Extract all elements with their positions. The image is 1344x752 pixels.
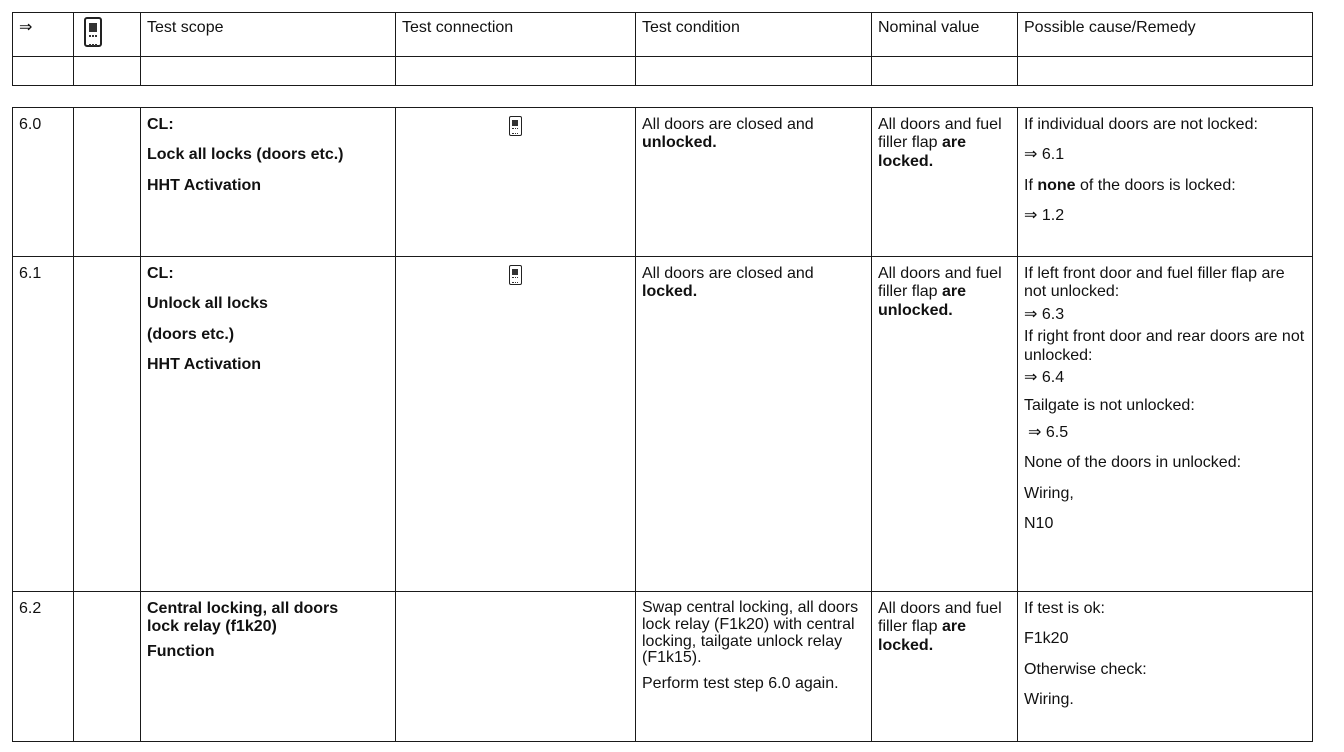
test-scope bbox=[141, 108, 396, 257]
remedy-emphasis: none bbox=[1037, 176, 1076, 194]
nominal-are: are bbox=[942, 134, 967, 152]
header-blank bbox=[141, 57, 396, 86]
remedy-link: ⇒ 6.3 bbox=[1024, 305, 1065, 323]
nominal-are: are bbox=[942, 618, 967, 636]
tester-device-icon bbox=[509, 265, 522, 285]
step-number: 6.1 bbox=[13, 257, 74, 592]
remedy-text: of the doors is locked: bbox=[1080, 176, 1236, 194]
header-tester-icon-cell bbox=[74, 13, 141, 57]
scope-line: HHT Activation bbox=[147, 356, 262, 374]
header-table bbox=[12, 12, 1313, 86]
header-test-condition: Test condition bbox=[636, 13, 872, 57]
remedy-link: ⇒ 6.4 bbox=[1024, 368, 1065, 386]
header-blank bbox=[13, 57, 74, 86]
remedy-line: If individual doors are not locked: bbox=[1024, 116, 1258, 133]
blank-cell bbox=[74, 257, 141, 592]
possible-cause bbox=[1018, 108, 1313, 257]
table-row bbox=[13, 108, 1313, 257]
header-blank bbox=[1018, 57, 1313, 86]
test-condition bbox=[636, 592, 872, 742]
remedy-line: N10 bbox=[1024, 514, 1054, 532]
header-blank bbox=[396, 57, 636, 86]
remedy-line bbox=[1024, 177, 1306, 195]
remedy-line: Wiring. bbox=[1024, 691, 1074, 709]
scope-line: CL: bbox=[147, 116, 174, 133]
nominal-state: locked. bbox=[878, 152, 934, 170]
remedy-text: If bbox=[1024, 176, 1033, 194]
condition-text: All doors are closed and bbox=[642, 116, 814, 133]
table-row bbox=[13, 592, 1313, 742]
header-blank bbox=[636, 57, 872, 86]
remedy-line: Otherwise check: bbox=[1024, 660, 1147, 678]
remedy-line: If right front door and rear doors are not unlocked: bbox=[1024, 328, 1305, 364]
test-connection bbox=[396, 257, 636, 592]
remedy-link: ⇒ 1.2 bbox=[1024, 207, 1065, 225]
remedy-line: F1k20 bbox=[1024, 630, 1069, 648]
nominal-are: are bbox=[942, 283, 967, 301]
nominal-value bbox=[872, 108, 1018, 257]
nominal-text: All doors and fuel filler flap bbox=[878, 116, 1002, 152]
remedy-line: Tailgate is not unlocked: bbox=[1024, 397, 1195, 415]
condition-text: Swap central locking, all doors lock relay (F1k20) with central locking, tailgate unlock relay (F1k15). bbox=[642, 599, 859, 667]
header-blank bbox=[872, 57, 1018, 86]
test-condition bbox=[636, 257, 872, 592]
nominal-text: All doors and fuel filler flap bbox=[878, 265, 1002, 301]
scope-line: CL: bbox=[147, 265, 174, 282]
remedy-line: Wiring, bbox=[1024, 484, 1074, 502]
blank-cell bbox=[74, 592, 141, 742]
test-condition bbox=[636, 108, 872, 257]
header-test-connection: Test connection bbox=[396, 13, 636, 57]
nominal-text: All doors and fuel filler flap bbox=[878, 600, 1002, 636]
step-number: 6.2 bbox=[13, 592, 74, 742]
nominal-state: unlocked. bbox=[878, 301, 953, 319]
nominal-value bbox=[872, 592, 1018, 742]
scope-line: Central locking, all doors lock relay (f1k20) bbox=[147, 600, 339, 636]
possible-cause bbox=[1018, 592, 1313, 742]
blank-cell bbox=[74, 108, 141, 257]
scope-line: Lock all locks (doors etc.) bbox=[147, 146, 344, 164]
step-number: 6.0 bbox=[13, 108, 74, 257]
header-blank bbox=[74, 57, 141, 86]
test-connection bbox=[396, 592, 636, 742]
test-scope bbox=[141, 592, 396, 742]
test-scope bbox=[141, 257, 396, 592]
header-possible-cause: Possible cause/Remedy bbox=[1018, 13, 1313, 57]
test-connection bbox=[396, 108, 636, 257]
possible-cause bbox=[1018, 257, 1313, 592]
condition-text: All doors are closed and bbox=[642, 265, 814, 282]
nominal-state: locked. bbox=[878, 636, 934, 654]
header-nominal-value: Nominal value bbox=[872, 13, 1018, 57]
test-steps-table bbox=[12, 107, 1313, 742]
scope-line: Function bbox=[147, 642, 215, 660]
condition-text: Perform test step 6.0 again. bbox=[642, 675, 839, 693]
condition-state: unlocked. bbox=[642, 134, 717, 152]
header-test-scope: Test scope bbox=[141, 13, 396, 57]
remedy-line: If left front door and fuel filler flap are not unlocked: bbox=[1024, 265, 1285, 301]
header-arrow: ⇒ bbox=[13, 13, 74, 57]
remedy-link: ⇒ 6.5 bbox=[1028, 423, 1069, 441]
scope-line: (doors etc.) bbox=[147, 325, 235, 343]
remedy-link: ⇒ 6.1 bbox=[1024, 146, 1065, 164]
scope-line: HHT Activation bbox=[147, 176, 262, 194]
condition-state: locked. bbox=[642, 283, 698, 301]
tester-device-icon bbox=[84, 17, 102, 47]
nominal-value bbox=[872, 257, 1018, 592]
remedy-line: None of the doors in unlocked: bbox=[1024, 454, 1242, 472]
scope-line: Unlock all locks bbox=[147, 295, 268, 313]
table-row bbox=[13, 257, 1313, 592]
tester-device-icon bbox=[509, 116, 522, 136]
remedy-line: If test is ok: bbox=[1024, 600, 1105, 617]
